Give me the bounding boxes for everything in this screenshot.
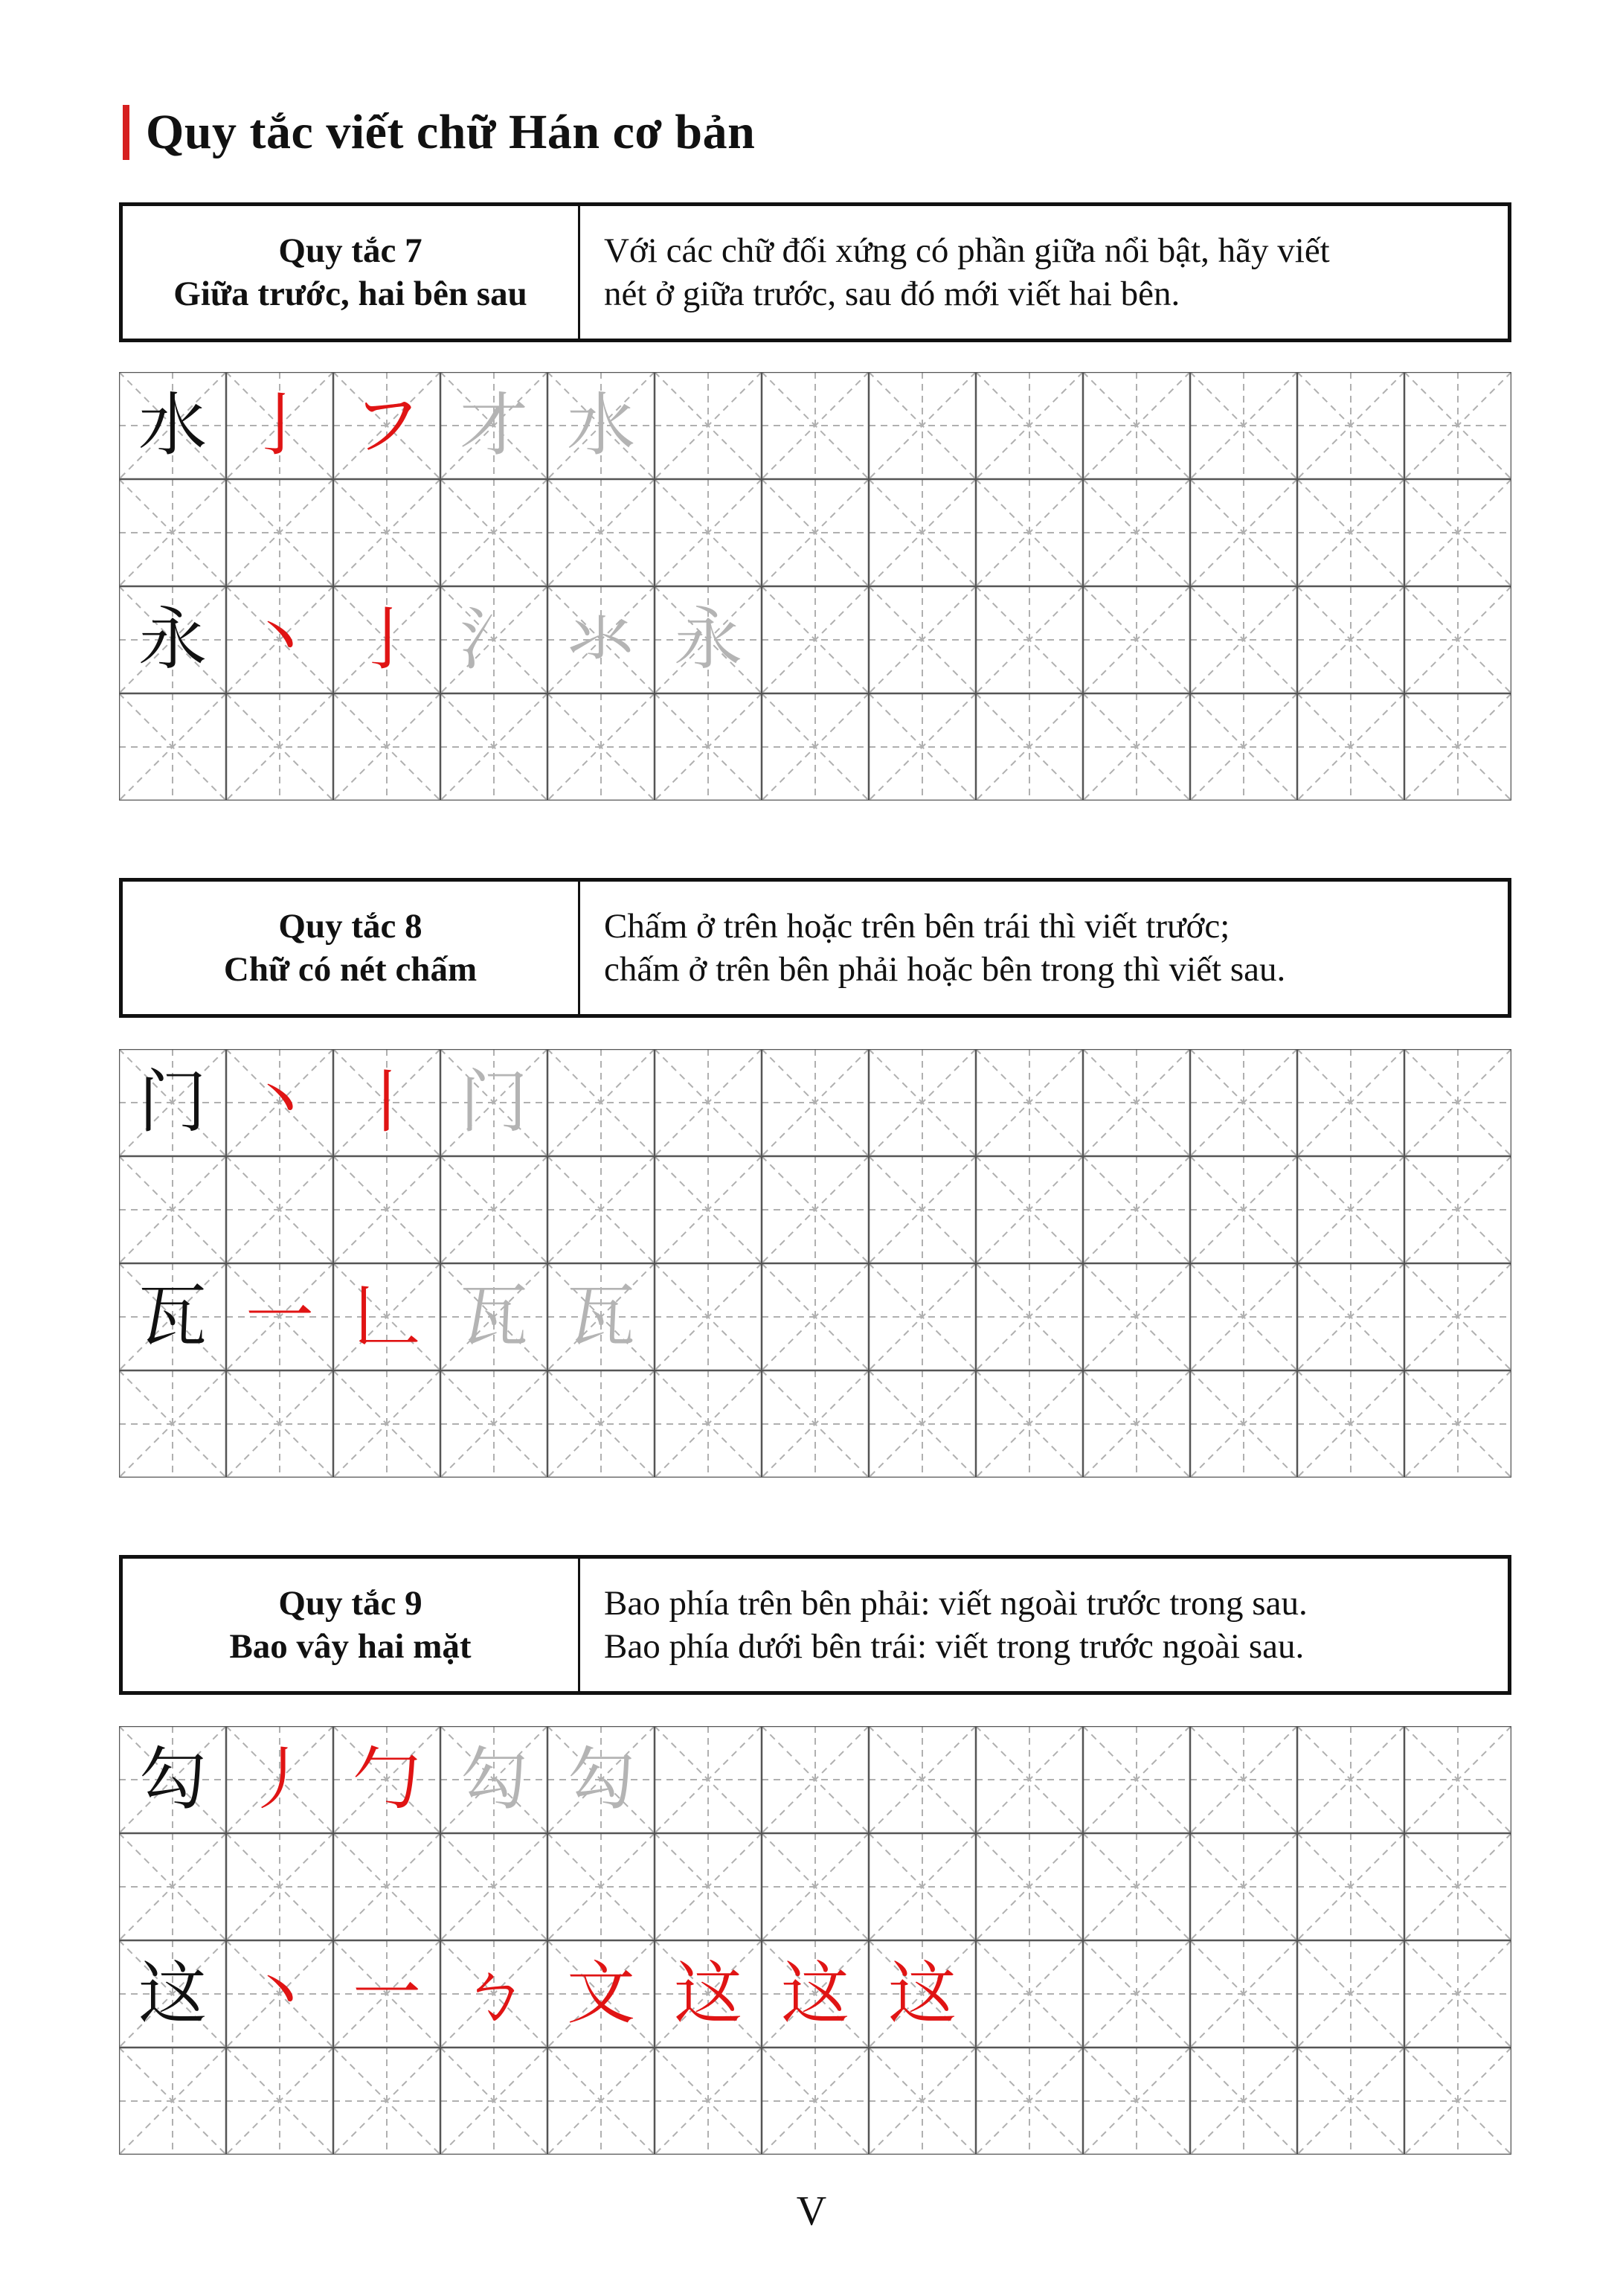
rule-number: Quy tắc 9 [278, 1584, 422, 1623]
model-character: 永 [138, 600, 207, 679]
model-character: 这 [138, 1954, 207, 2033]
stroke-order-step [333, 372, 440, 479]
previous-strokes: 门 [459, 1062, 528, 1142]
rule-name: Chữ có nét chấm [223, 950, 478, 989]
new-stroke: 丨 [352, 1062, 421, 1142]
stroke-order-step [226, 586, 333, 693]
stroke-order-step [547, 586, 655, 693]
new-stroke: 这 [780, 1954, 849, 2033]
stroke-order-step [440, 372, 547, 479]
rule-heading [123, 882, 580, 1014]
model-character: 门 [138, 1062, 207, 1142]
rule-box-9 [119, 1555, 1511, 1695]
rule-description [580, 1559, 1508, 1691]
rule-number: Quy tắc 7 [278, 231, 422, 270]
stroke-order-step [547, 1940, 655, 2048]
page-title-text: Quy tắc viết chữ Hán cơ bản [146, 105, 756, 159]
stroke-order-step [547, 1726, 655, 1833]
new-stroke: 这 [887, 1954, 957, 2033]
stroke-order-step [440, 586, 547, 693]
page-title [123, 103, 755, 162]
new-stroke: 一 [352, 1954, 421, 2033]
new-stroke: 亅 [245, 385, 314, 465]
model-character: 瓦 [138, 1277, 207, 1356]
rule-description-line: Bao phía trên bên phải: viết ngoài trước trong sau. [604, 1584, 1308, 1623]
new-stroke: 丶 [245, 1062, 314, 1142]
stroke-order-step [547, 1263, 655, 1370]
rule-name: Giữa trước, hai bên sau [173, 275, 527, 313]
new-stroke: 这 [673, 1954, 742, 2033]
stroke-order-step [333, 1049, 440, 1156]
stroke-order-step [762, 1940, 869, 2048]
practice-grid [119, 1726, 1511, 2155]
stroke-order-step [333, 1263, 440, 1370]
rule-name: Bao vây hai mặt [229, 1627, 472, 1666]
stroke-order-step [333, 1726, 440, 1833]
practice-grid [119, 1049, 1511, 1478]
rule-description-line: Bao phía dưới bên trái: viết trong trước ngoài sau. [604, 1627, 1305, 1666]
new-stroke: 亅 [352, 600, 421, 679]
title-accent-bar [123, 105, 129, 160]
new-stroke: 文 [566, 1954, 635, 2033]
previous-strokes: 勾 [566, 1739, 635, 1819]
previous-strokes: 瓦 [459, 1277, 528, 1356]
new-stroke: 𠃊 [352, 1277, 421, 1356]
practice-grid [119, 372, 1511, 801]
stroke-order-step [655, 586, 762, 693]
previous-strokes: 氵 [459, 600, 528, 679]
stroke-order-step [226, 372, 333, 479]
rule-description [580, 206, 1508, 339]
rule-description-line: nét ở giữa trước, sau đó mới viết hai bên. [604, 275, 1180, 313]
stroke-order-step [869, 1940, 976, 2048]
stroke-order-step [655, 1940, 762, 2048]
new-stroke: 丿 [245, 1739, 314, 1819]
previous-strokes: 勾 [459, 1739, 528, 1819]
stroke-order-step [440, 1049, 547, 1156]
previous-strokes: 氺 [566, 600, 635, 679]
model-character: 勾 [138, 1739, 207, 1819]
previous-strokes: 水 [566, 385, 635, 465]
rule-heading [123, 1559, 580, 1691]
new-stroke: フ [352, 385, 421, 465]
rule-box-8 [119, 878, 1511, 1018]
new-stroke: 勹 [352, 1739, 421, 1819]
previous-strokes: 才 [459, 385, 528, 465]
stroke-order-step [333, 586, 440, 693]
stroke-order-step [440, 1263, 547, 1370]
stroke-order-step [226, 1049, 333, 1156]
stroke-order-step [226, 1940, 333, 2048]
previous-strokes: 瓦 [566, 1277, 635, 1356]
stroke-order-step [440, 1940, 547, 2048]
rule-description-line: Với các chữ đối xứng có phần giữa nổi bật, hãy viết [604, 231, 1330, 270]
new-stroke: 丶 [245, 1954, 314, 2033]
stroke-order-step [226, 1726, 333, 1833]
stroke-order-step [226, 1263, 333, 1370]
new-stroke: 一 [245, 1277, 314, 1356]
previous-strokes: 永 [673, 600, 742, 679]
new-stroke: 丶 [245, 600, 314, 679]
rule-description-line: chấm ở trên bên phải hoặc bên trong thì viết sau. [604, 950, 1286, 989]
rule-box-7 [119, 202, 1511, 342]
rule-description-line: Chấm ở trên hoặc trên bên trái thì viết trước; [604, 907, 1230, 946]
stroke-order-step [333, 1940, 440, 2048]
page-number: V [796, 2188, 827, 2234]
model-character: 水 [138, 385, 207, 465]
rule-description [580, 882, 1508, 1014]
rule-number: Quy tắc 8 [278, 907, 422, 946]
stroke-order-step [547, 372, 655, 479]
rule-heading [123, 206, 580, 339]
stroke-order-step [440, 1726, 547, 1833]
new-stroke: ㄅ [459, 1954, 528, 2033]
